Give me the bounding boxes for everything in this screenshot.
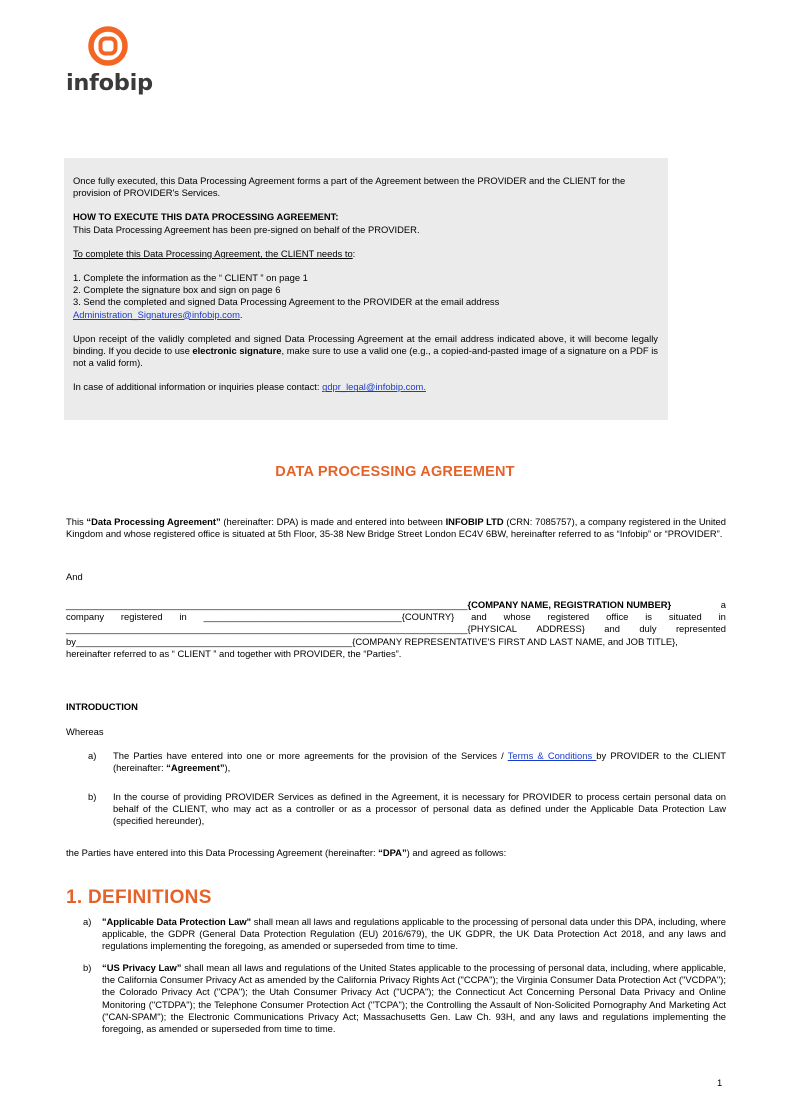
- signatures-email-link[interactable]: Administration_Signatures@infobip.com: [73, 308, 240, 320]
- document-title: DATA PROCESSING AGREEMENT: [275, 464, 515, 480]
- and-text: And: [66, 571, 83, 582]
- introduction-heading: INTRODUCTION: [66, 701, 138, 712]
- whereas-text: Whereas: [66, 726, 104, 737]
- definitions-heading: 1. DEFINITIONS: [66, 887, 212, 908]
- country-blank[interactable]: ______________________________________{COUNTRY}: [203, 611, 455, 623]
- terms-conditions-link[interactable]: Terms & Conditions: [507, 750, 597, 761]
- step-2: 2. Complete the signature box and sign on page 6: [73, 284, 281, 296]
- definition-b: b) “US Privacy Law” shall mean all laws and regulations of the United States applicable to the processing of personal data, including, where applicable, the California Consumer Privacy Act as amended by the California Privacy Rights Act ("CCPA"); the Virginia Consumer Data Protection Act ("VCDPA"); the Colorado Privacy Act ("CPA"); the Utah Consumer Privacy Act ("UCPA"); the Connecticut Act Concerning Personal Data Privacy and Online Monitoring ("CTDPA"); the Telephone Consumer Protection Act ("TCPA"); the Controlling the Assault of Non-Solicited Pornography And Marketing Act ("CAN-SPAM"); the Electronic Communications Privacy Act; Massachusetts Gen. Law Ch. 93H, and any laws and regulations implementing the foregoing, as amended or superseded from time to time.: [83, 962, 726, 1035]
- country-line: company registered in ______________________________________{COUNTRY} and whose registered office is situated in: [66, 611, 726, 623]
- recital-a: a) The Parties have entered into one or more agreements for the provision of the Services / Terms & Conditions by PROVIDER to the CLIENT (hereinafter: “Agreement”),: [88, 750, 726, 774]
- address-line: _____________________________________________________________________________{PHYSICAL ADDRESS} and duly represented: [66, 623, 726, 635]
- instructions-box: Once fully executed, this Data Processing Agreement forms a part of the Agreement between the PROVIDER and the CLIENT for the provision of PROVIDER's Services. HOW TO EXECUTE THIS DATA PROCESSING AGREEMENT: This Data Processing Agreement has been pre-signed on behalf of the PROVIDER. To complete this Data Processing Agreement, the CLIENT needs to: 1. Complete the information as the “ CLIENT ” on page 1 2. Complete the signature box and sign on page 6 3. Send the completed and signed Data Processing Agreement to the PROVIDER at the email address Administration_Signatures@infobip.com. Upon receipt of the validly completed and signed Data Processing Agreement at the email address indicated above, it will become legally binding. If you decide to use electronic signature, make sure to use a valid one (e.g., a copied-and-pasted image of a signature on a PDF is not a valid form). In case of additional information or inquiries please contact: gdpr_legal@infobip.com.: [64, 158, 668, 420]
- infobip-logo-icon: [88, 26, 128, 66]
- how-to-heading: HOW TO EXECUTE THIS DATA PROCESSING AGREEMENT:: [73, 211, 339, 223]
- to-complete-line: To complete this Data Processing Agreement, the CLIENT needs to:: [73, 247, 356, 259]
- infobip-logo: [66, 26, 156, 100]
- legal-binding-note: Upon receipt of the validly completed and signed Data Processing Agreement at the email address indicated above, it will become legally binding. If you decide to use electronic signature, make sure to use a valid one (e.g., a copied-and-pasted image of a signature on a PDF is not a valid form).: [73, 332, 658, 369]
- presigned-note: This Data Processing Agreement has been pre-signed on behalf of the PROVIDER.: [73, 223, 420, 235]
- step-1: 1. Complete the information as the “ CLIENT ” on page 1: [73, 272, 308, 284]
- client-reference-line: hereinafter referred to as “ CLIENT ” and together with PROVIDER, the “Parties”.: [66, 647, 402, 659]
- representative-line[interactable]: by_____________________________________________________{COMPANY REPRESENTATIVE'S FIRST AND LAST NAME, and JOB TITLE},: [66, 635, 678, 647]
- recital-b: b) In the course of providing PROVIDER Services as defined in the Agreement, it is necessary for PROVIDER to process certain personal data on behalf of the CLIENT, who may act as a controller or as a processor of personal data as defined under the Applicable Data Protection Law (specified hereunder),: [88, 791, 726, 827]
- agreement-statement: the Parties have entered into this Data Processing Agreement (hereinafter: “DPA”) and agreed as follows:: [66, 847, 507, 858]
- company-name-blank[interactable]: _____________________________________________________________________________{COMPANY NAME, REGISTRATION NUMBER}: [66, 599, 672, 610]
- definition-a: a) "Applicable Data Protection Law" shall mean all laws and regulations applicable to the processing of personal data under this DPA, including, where applicable, the GDPR (General Data Protection Regulation (EU) 2016/679), the UK GDPR, the UK Data Protection Act 2018, and any laws and regulations implementing the foregoing, as amended or superseded from time to time.: [83, 916, 726, 952]
- address-blank[interactable]: _____________________________________________________________________________{PHYSICAL: [66, 623, 517, 635]
- gdpr-email-link[interactable]: gdpr_legal@infobip.com.: [322, 381, 426, 393]
- page-number: 1: [717, 1077, 723, 1088]
- company-name-line: _____________________________________________________________________________{COMPANY NAME, REGISTRATION NUMBER} a: [66, 599, 726, 610]
- instructions-intro: Once fully executed, this Data Processing Agreement forms a part of the Agreement between the PROVIDER and the CLIENT for the provision of PROVIDER's Services.: [73, 175, 626, 199]
- contact-line: In case of additional information or inquiries please contact: gdpr_legal@infobip.com.: [73, 381, 426, 393]
- step-3: 3. Send the completed and signed Data Processing Agreement to the PROVIDER at the email address: [73, 296, 500, 308]
- logo-wordmark: infobip: [66, 70, 153, 96]
- client-details-block: [66, 599, 726, 660]
- parties-intro: This “Data Processing Agreement” (hereinafter: DPA) is made and entered into between INFOBIP LTD (CRN: 7085757), a company registered in the United Kingdom and whose registered office is situated at 5th Floor, 35-38 New Bridge Street London EC4V 6BW, hereinafter referred to as “Infobip” or “PROVIDER”.: [66, 516, 726, 540]
